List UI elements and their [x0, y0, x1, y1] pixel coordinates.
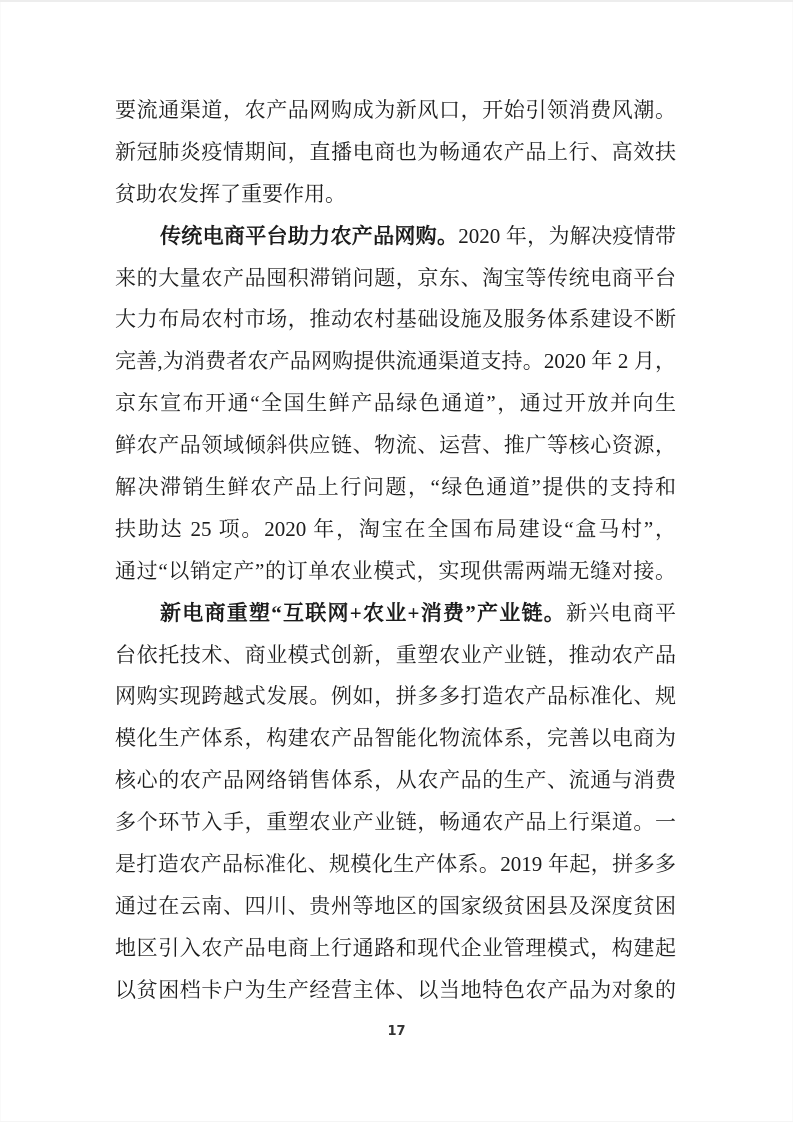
text-line	[115, 928, 676, 970]
text-run: 核心的农产品网络销售体系，从农产品的生产、流通与消费	[115, 768, 676, 793]
text-run: 贫助农发挥了重要作用。	[115, 181, 346, 206]
text-line	[115, 341, 676, 383]
text-line	[115, 132, 676, 174]
text-run: 模化生产体系，构建农产品智能化物流体系，完善以电商为	[115, 726, 676, 751]
text-line	[115, 844, 676, 886]
text-line	[115, 90, 676, 132]
text-run: 台依托技术、商业模式创新，重塑农业产业链，推动农产品	[115, 642, 676, 667]
text-line	[115, 970, 676, 1012]
text-line	[115, 425, 676, 467]
bold-text-run: 传统电商平台助力农产品网购。	[160, 223, 459, 248]
text-run: 以贫困档卡户为生产经营主体、以当地特色农产品为对象的	[115, 977, 676, 1002]
text-run: 鲜农产品领域倾斜供应链、物流、运营、推广等核心资源，	[115, 433, 676, 458]
text-run: 新冠肺炎疫情期间，直播电商也为畅通农产品上行、高效扶	[115, 139, 676, 164]
text-run: 网购实现跨越式发展。例如，拼多多打造农产品标准化、规	[115, 684, 676, 709]
bold-text-run: 新电商重塑“互联网+农业+消费”产业链。	[160, 600, 566, 625]
text-run: 地区引入农产品电商上行通路和现代企业管理模式，构建起	[115, 935, 676, 960]
text-run: 新兴电商平	[565, 600, 676, 625]
text-line	[115, 216, 676, 258]
text-line	[115, 802, 676, 844]
text-line	[115, 635, 676, 677]
text-run: 通过“以销定产”的订单农业模式，实现供需两端无缝对接。	[115, 558, 676, 583]
text-run: 多个环节入手，重塑农业产业链，畅通农产品上行渠道。一	[115, 810, 676, 835]
text-run: 扶助达 25 项。2020 年，淘宝在全国布局建设“盒马村”，	[115, 516, 676, 541]
text-run: 通过在云南、四川、贵州等地区的国家级贫困县及深度贫困	[115, 893, 676, 918]
text-run: 京东宣布开通“全国生鲜产品绿色通道”，通过开放并向生	[115, 391, 676, 416]
page-footer	[0, 1022, 793, 1040]
text-line	[115, 467, 676, 509]
text-line	[115, 383, 676, 425]
text-line	[115, 299, 676, 341]
text-line	[115, 509, 676, 551]
text-line	[115, 593, 676, 635]
text-run: 完善,为消费者农产品网购提供流通渠道支持。2020 年 2 月，	[115, 349, 676, 374]
text-line	[115, 551, 676, 593]
text-run: 来的大量农产品囤积滞销问题，京东、淘宝等传统电商平台	[115, 265, 676, 290]
text-run: 2020 年，为解决疫情带	[458, 223, 677, 248]
page-number: 17	[387, 1024, 406, 1039]
text-line	[115, 718, 676, 760]
text-line	[115, 258, 676, 300]
text-run: 要流通渠道，农产品网购成为新风口，开始引领消费风潮。	[115, 98, 676, 122]
text-line	[115, 760, 676, 802]
text-line	[115, 886, 676, 928]
text-line	[115, 174, 676, 216]
text-run: 大力布局农村市场，推动农村基础设施及服务体系建设不断	[115, 307, 676, 332]
text-run: 是打造农产品标准化、规模化生产体系。2019 年起，拼多多	[115, 852, 676, 877]
text-line	[115, 676, 676, 718]
text-block	[115, 90, 676, 1012]
text-run: 解决滞销生鲜农产品上行问题，“绿色通道”提供的支持和	[115, 475, 676, 500]
